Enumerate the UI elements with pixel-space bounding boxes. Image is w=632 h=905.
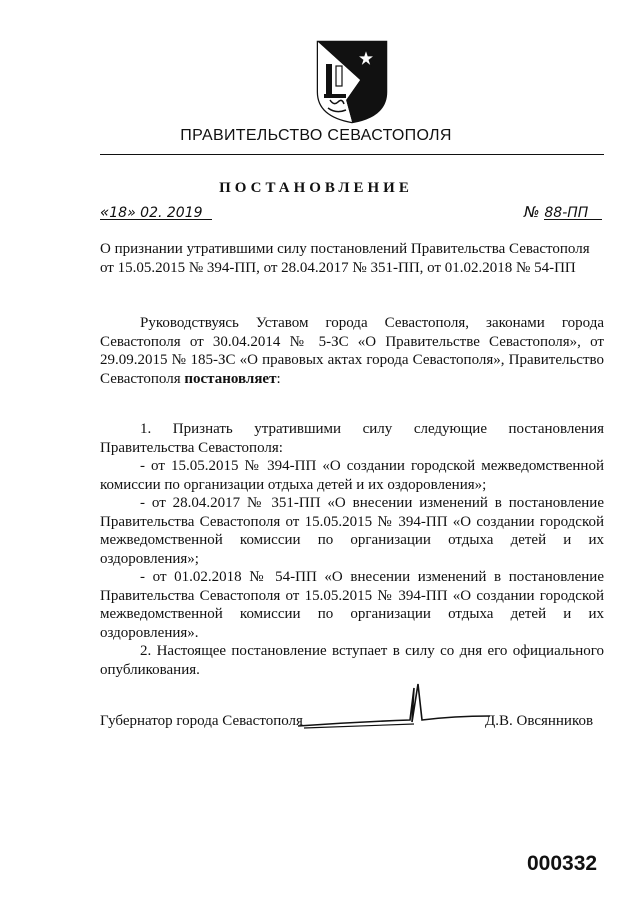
subitem-2: - от 28.04.2017 № 351-ПП «О внесении изменений в постановление Правительства Севастополя от 15.05.2015 № 394-ПП «О создании городской межведомственной комиссии по организации отдыха детей и их оздоровления»; — [100, 495, 604, 567]
date-prefix: « — [100, 203, 110, 221]
number-value: 88-ПП — [544, 205, 589, 221]
coat-of-arms-emblem — [316, 40, 388, 124]
date-rest: » 02. 2019 — [127, 205, 203, 221]
preamble-bold-word: постановляет — [184, 370, 277, 387]
date-day: 18 — [109, 205, 128, 221]
preamble-paragraph — [100, 314, 604, 388]
number-prefix: № — [524, 203, 540, 221]
subitem-1: - от 15.05.2015 № 394-ПП «О создании городской межведомственной комиссии по организации отдыха детей и их оздоровления»; — [100, 458, 604, 493]
signatory-position: Губернатор города Севастополя — [100, 713, 303, 729]
subitem-3: - от 01.02.2018 № 54-ПП «О внесении изменений в постановление Правительства Севастополя от 15.05.2015 № 394-ПП «О создании городской межведомственной комиссии по организации отдыха детей и их оздоровления». — [100, 569, 604, 641]
signatory-name: Д.В. Овсянников — [485, 713, 594, 729]
document-type-heading: ПОСТАНОВЛЕНИЕ — [219, 180, 413, 196]
header-divider — [100, 154, 604, 155]
signature-block — [100, 712, 604, 731]
preamble-text: Руководствуясь Уставом города Севастополя, законами города Севастополя от 30.04.2014 № 5-ЗС «О Правительстве Севастополя», от 29.09.2015 № 185-ЗС «О правовых актах города Севастополя», Правительство Севастополя — [100, 315, 604, 387]
organization-title: ПРАВИТЕЛЬСТВО СЕВАСТОПОЛЯ — [180, 127, 452, 144]
document-date — [100, 203, 212, 221]
item-1: 1. Признать утратившими силу следующие постановления Правительства Севастополя: — [100, 421, 604, 456]
document-subject: О признании утратившими силу постановлений Правительства Севастополя от 15.05.2015 № 394-ПП, от 28.04.2017 № 351-ПП, от 01.02.2018 № 54-ПП — [100, 241, 590, 276]
preamble-suffix: : — [276, 370, 281, 387]
item-2: 2. Настоящее постановление вступает в силу со дня его официального опубликования. — [100, 643, 604, 678]
document-number — [524, 203, 602, 221]
registration-number: 000332 — [527, 852, 598, 875]
document-body — [100, 420, 604, 679]
